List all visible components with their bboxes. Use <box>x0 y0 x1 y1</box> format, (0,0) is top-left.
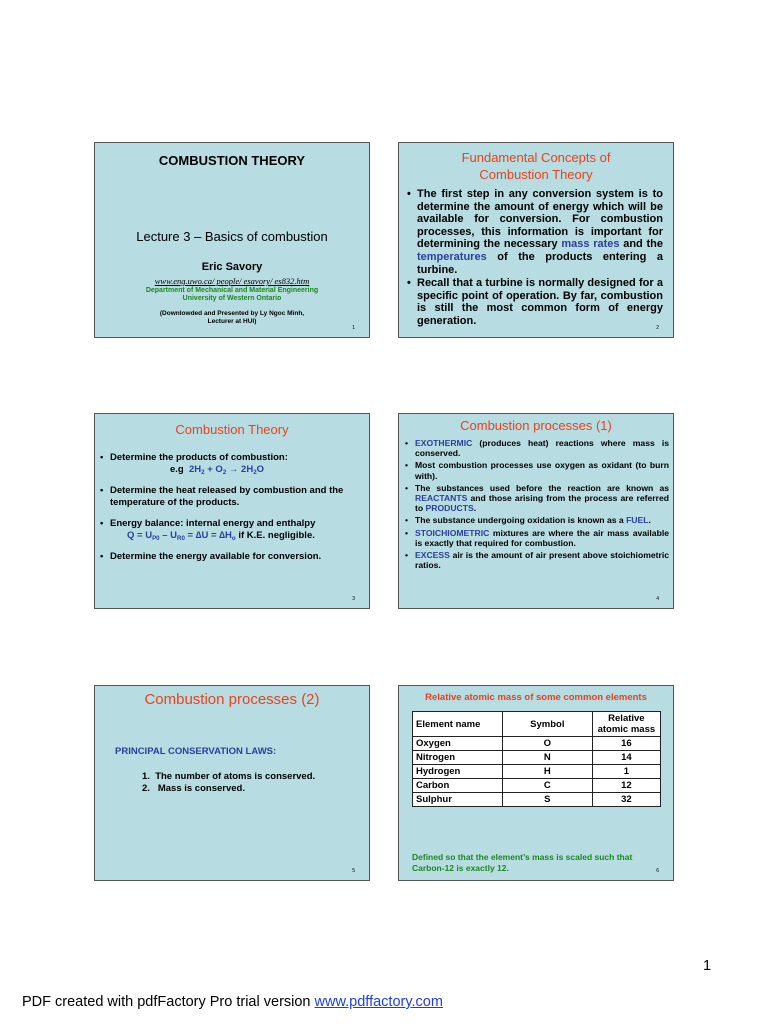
reaction-equation: e.g $2H_2 + O_2 \to 2H_2O$ <box>170 463 265 476</box>
element-name: Carbon <box>413 779 503 793</box>
element-symbol: O <box>502 737 592 751</box>
slide-4 <box>398 413 674 609</box>
bullet-item: • The substance undergoing oxidation is known as a FUEL. <box>405 515 669 525</box>
bullet-item: • EXOTHERMIC (produces heat) reactions where mass is conserved. <box>405 438 669 458</box>
element-symbol: S <box>502 793 592 807</box>
element-name: Sulphur <box>413 793 503 807</box>
element-mass: 1 <box>592 765 660 779</box>
university: University of Western Ontario <box>182 295 282 302</box>
slide-number: 4 <box>656 596 659 602</box>
course-url[interactable]: www.eng.uwo.ca/ people/ esavory/ es832.htm <box>154 276 310 286</box>
element-name: Nitrogen <box>413 751 503 765</box>
bullet-item: • The first step in any conversion system is to determine the amount of energy which will be available for conversion. For combustion processes, this information is important for determining the necessary mass rates and the temperatures of the products entering a turbine. <box>407 188 663 276</box>
bullet-item: • Most combustion processes use oxygen as oxidant (to burn with). <box>405 460 669 480</box>
slide-number: 3 <box>352 596 355 602</box>
page-number: 1 <box>703 958 712 974</box>
column-header: Relative atomic mass <box>592 712 660 737</box>
slide-number: 1 <box>352 325 355 331</box>
element-symbol: N <box>502 751 592 765</box>
table-row <box>413 751 661 765</box>
slide-1-title: COMBUSTION THEORY <box>158 153 306 168</box>
element-name: Oxygen <box>413 737 503 751</box>
lecture-title: Lecture 3 – Basics of combustion <box>136 229 328 244</box>
slide-2 <box>398 142 674 338</box>
table-row <box>413 779 661 793</box>
element-symbol: C <box>502 779 592 793</box>
element-mass: 14 <box>592 751 660 765</box>
column-header: Symbol <box>502 712 592 737</box>
law-1: 1. The number of atoms is conserved. <box>142 771 316 782</box>
credit-line-1: (Downlowded and Presented by Ly Ngoc Minh, <box>159 310 305 317</box>
footer-text: PDF created with pdfFactory Pro trial version <box>22 994 315 1010</box>
bullet-item: • Determine the products of combustion: e.g $2H_2 + O_2 \to 2H_2O$ <box>100 452 359 475</box>
bullet-item: • EXCESS air is the amount of air present above stoichiometric ratios. <box>405 550 669 570</box>
slide-5-title: Combustion processes (2) <box>144 691 320 708</box>
table-header-row <box>413 712 661 737</box>
slide-2-title-line-2: Combustion Theory <box>479 167 593 182</box>
conservation-laws-heading: PRINCIPAL CONSERVATION LAWS: <box>115 746 277 757</box>
slide-5 <box>94 685 370 881</box>
law-2: 2. Mass is conserved. <box>142 783 245 794</box>
bullet-item: • Determine the energy available for conversion. <box>100 551 359 563</box>
bullet-item: • Recall that a turbine is normally designed for a specific point of operation. By far, combustion is still the most common form of energy generation. <box>407 277 663 327</box>
slide-6-title: Relative atomic mass of some common elements <box>425 692 647 703</box>
table-row <box>413 737 661 751</box>
author-name: Eric Savory <box>201 261 263 273</box>
bullet-item: • Determine the heat released by combustion and the temperature of the products. <box>100 485 359 508</box>
column-header: Element name <box>413 712 503 737</box>
element-mass: 12 <box>592 779 660 793</box>
slide-1 <box>94 142 370 338</box>
bullet-item: • The substances used before the reaction are known as REACTANTS and those arising from the process are referred to PRODUCTS. <box>405 483 669 514</box>
slide-4-bullets <box>405 438 669 570</box>
element-mass: 32 <box>592 793 660 807</box>
energy-equation: $Q = U_{P0} - U_{R0} = \Delta U = \Delta H_o$ if K.E. negligible. <box>127 529 315 542</box>
slide-6 <box>398 685 674 881</box>
pdf-footer <box>22 994 443 1010</box>
slide-2-bullets <box>407 188 663 328</box>
slide-4-title: Combustion processes (1) <box>460 418 612 433</box>
slide-number: 5 <box>352 868 355 874</box>
slide-3-title: Combustion Theory <box>175 422 289 437</box>
table-note: Defined so that the element’s mass is scaled such that Carbon-12 is exactly 12. <box>412 852 633 873</box>
element-name: Hydrogen <box>413 765 503 779</box>
credit-line-2: Lecturer at HUI) <box>207 318 257 325</box>
table-row <box>413 793 661 807</box>
bullet-item: • STOICHIOMETRIC mixtures are where the air mass available is exactly that required for combustion. <box>405 528 669 548</box>
element-mass: 16 <box>592 737 660 751</box>
slide-2-title-line-1: Fundamental Concepts of <box>461 150 611 165</box>
slide-number: 2 <box>656 325 659 331</box>
element-symbol: H <box>502 765 592 779</box>
atomic-mass-table <box>412 711 661 807</box>
pdffactory-link[interactable]: www.pdffactory.com <box>314 994 443 1010</box>
slide-3-bullets <box>100 452 359 563</box>
bullet-item: • Energy balance: internal energy and enthalpy $Q = U_{P0} - U_{R0} = \Delta U = \Delta H_o$ if K.E. negligible. <box>100 518 359 541</box>
department: Department of Mechanical and Material Engineering <box>145 287 319 294</box>
table-row <box>413 765 661 779</box>
slide-number: 6 <box>656 868 659 874</box>
slide-3 <box>94 413 370 609</box>
